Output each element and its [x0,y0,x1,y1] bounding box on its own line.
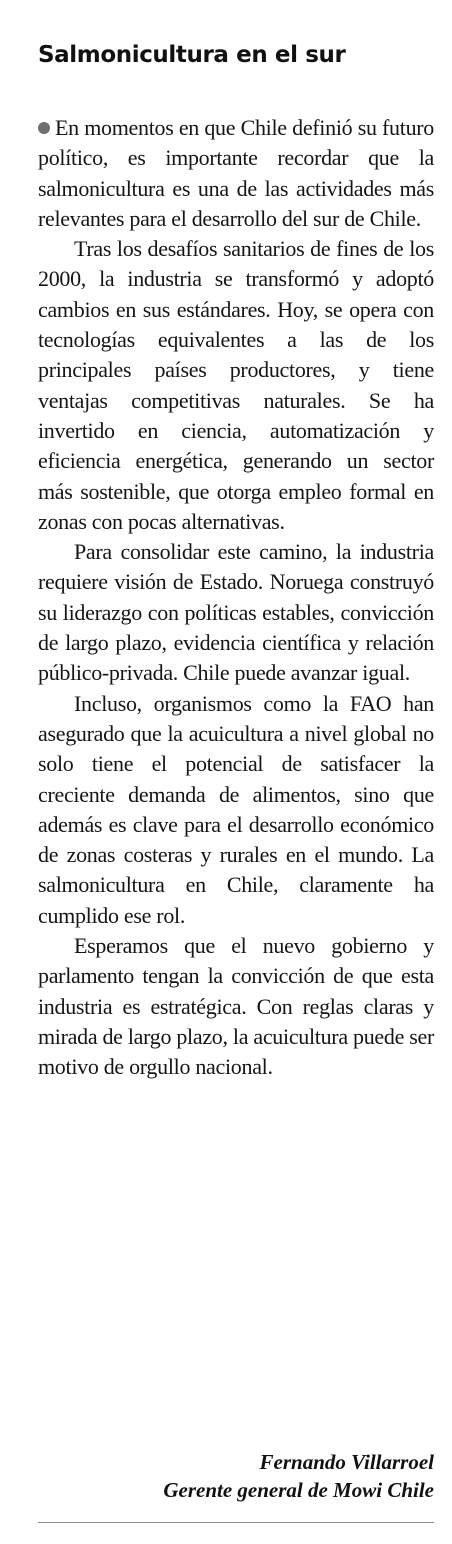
author-name: Fernando Villarroel [259,1450,434,1474]
paragraph-text: En momentos en que Chile definió su futuro político, es importante recordar que la salmonicultura es una de las actividades más relevantes para el desarrollo del sur de Chile. [38,115,434,231]
article-title: Salmonicultura en el sur [38,42,346,68]
article-paragraph-4: Incluso, organismos como la FAO han asegurado que la acuicultura a nivel global no solo tiene el potencial de satisfacer la creciente demanda de alimentos, sino que además es clave para el desarrollo económico de zonas costeras y rurales en el mundo. La salmonicultura en Chile, claramente ha cumplido ese rol. [38,690,434,928]
bullet-icon [38,122,50,134]
article-paragraph-5: Esperamos que el nuevo gobierno y parlamento tengan la convicción de que esta industria es estratégica. Con reglas claras y mirada de largo plazo, la acuicultura puede ser motivo de orgullo nacional. [38,933,434,1080]
author-signature [38,1448,434,1504]
bottom-divider [38,1522,434,1523]
article-paragraph-3: Para consolidar este camino, la industria requiere visión de Estado. Noruega construyó su liderazgo con políticas estables, convicción de largo plazo, evidencia científica y relación público-privada. Chile puede avanzar igual. [38,539,434,686]
article-paragraph-1 [38,113,434,234]
article-body [38,113,434,1083]
author-position: Gerente general de Mowi Chile [163,1478,434,1502]
article-paragraph-2: Tras los desafíos sanitarios de fines de los 2000, la industria se transformó y adoptó cambios en sus estándares. Hoy, se opera con tecnologías equivalentes a las de los principales países productores, y tiene ventajas competitivas naturales. Se ha invertido en ciencia, automatización y eficiencia energética, generando un sector más sostenible, que otorga empleo formal en zonas con pocas alternativas. [38,236,434,534]
